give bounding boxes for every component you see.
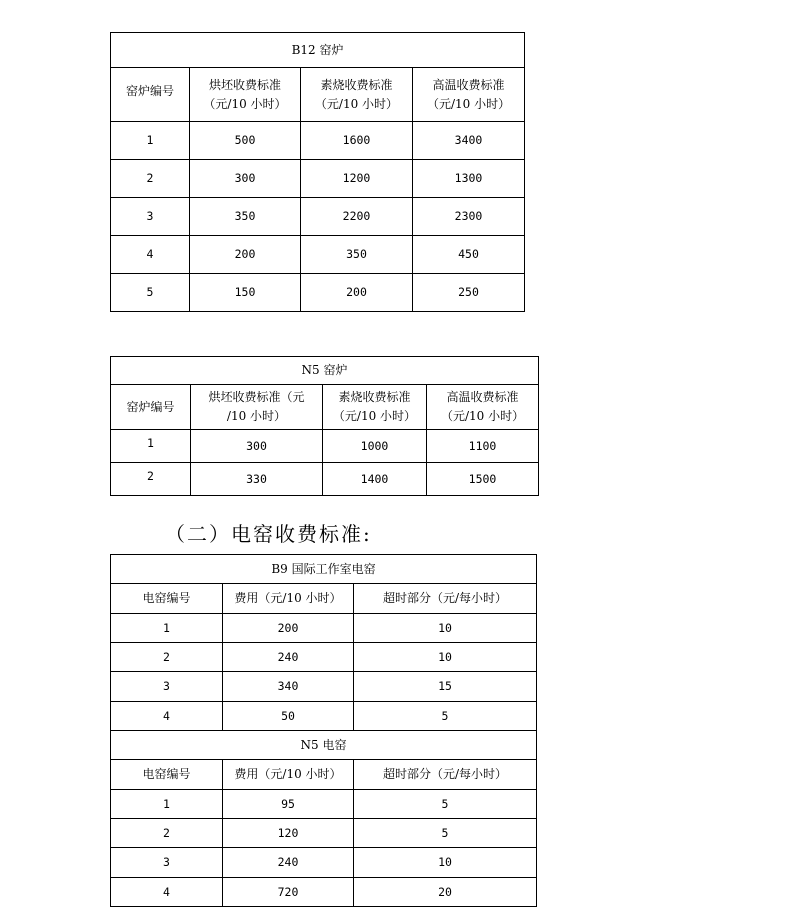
header-overtime-fee: 超时部分（元/每小时） [354, 760, 537, 790]
bisque-fire-fee-cell: 350 [301, 236, 413, 274]
overtime-fee-cell: 10 [354, 614, 537, 643]
fee-cell: 120 [223, 819, 354, 848]
b9-electric-kiln-title: B9 国际工作室电窑 [111, 555, 537, 584]
overtime-fee-cell: 20 [354, 878, 537, 907]
table-row [111, 160, 525, 198]
header-fee: 费用（元/10 小时） [223, 760, 354, 790]
n5-electric-kiln-title: N5 电窑 [111, 731, 537, 760]
table-row [111, 236, 525, 274]
bisque-fire-fee-cell: 200 [301, 274, 413, 312]
electric-kiln-id-cell: 4 [111, 878, 223, 907]
electric-kiln-id-cell: 1 [111, 614, 223, 643]
electric-kiln-id-cell: 1 [111, 790, 223, 819]
table-title: B12 窑炉 [111, 33, 525, 68]
bisque-dry-fee-cell: 500 [190, 122, 301, 160]
kiln-id-cell: 5 [111, 274, 190, 312]
section-heading: （二）电窑收费标准: [165, 522, 372, 546]
electric-kiln-id-cell: 3 [111, 848, 223, 878]
table-title: N5 窑炉 [111, 357, 539, 385]
electric-kiln-id-cell: 2 [111, 643, 223, 672]
header-high-temp-fee: 高温收费标准 （元/10 小时） [427, 385, 539, 430]
header-bisque-dry-fee: 烘坯收费标准（元 /10 小时） [191, 385, 323, 430]
overtime-fee-cell: 10 [354, 643, 537, 672]
electric-kiln-id-cell: 2 [111, 819, 223, 848]
fee-cell: 240 [223, 643, 354, 672]
bisque-dry-fee-cell: 200 [190, 236, 301, 274]
bisque-dry-fee-cell: 330 [191, 463, 323, 496]
header-kiln-id: 窑炉编号 [111, 68, 190, 122]
electric-kiln-id-cell: 3 [111, 672, 223, 702]
fee-cell: 50 [223, 702, 354, 731]
overtime-fee-cell: 15 [354, 672, 537, 702]
header-bisque-fire-fee: 素烧收费标准 （元/10 小时） [301, 68, 413, 122]
header-overtime-fee: 超时部分（元/每小时） [354, 584, 537, 614]
table-row [111, 430, 539, 463]
table-row [111, 614, 537, 643]
header-electric-kiln-id: 电窑编号 [111, 584, 223, 614]
fee-cell: 200 [223, 614, 354, 643]
bisque-fire-fee-cell: 1600 [301, 122, 413, 160]
fee-cell: 240 [223, 848, 354, 878]
table-row [111, 878, 537, 907]
header-bisque-dry-fee: 烘坯收费标准 （元/10 小时） [190, 68, 301, 122]
kiln-id-cell: 3 [111, 198, 190, 236]
table-row [111, 702, 537, 731]
table-row [111, 672, 537, 702]
high-temp-fee-cell: 250 [413, 274, 525, 312]
table-row [111, 790, 537, 819]
header-kiln-id: 窑炉编号 [111, 385, 191, 430]
bisque-dry-fee-cell: 350 [190, 198, 301, 236]
overtime-fee-cell: 5 [354, 819, 537, 848]
kiln-id-cell: 1 [111, 122, 190, 160]
fee-cell: 720 [223, 878, 354, 907]
fee-cell: 95 [223, 790, 354, 819]
b12-kiln-fee-table [110, 32, 525, 312]
high-temp-fee-cell: 3400 [413, 122, 525, 160]
bisque-fire-fee-cell: 2200 [301, 198, 413, 236]
table-row [111, 463, 539, 496]
bisque-fire-fee-cell: 1200 [301, 160, 413, 198]
overtime-fee-cell: 5 [354, 702, 537, 731]
high-temp-fee-cell: 1500 [427, 463, 539, 496]
table-row [111, 643, 537, 672]
overtime-fee-cell: 10 [354, 848, 537, 878]
high-temp-fee-cell: 2300 [413, 198, 525, 236]
kiln-id-cell: 2 [111, 160, 190, 198]
table-row [111, 274, 525, 312]
high-temp-fee-cell: 450 [413, 236, 525, 274]
table-row [111, 819, 537, 848]
table-row [111, 122, 525, 160]
bisque-dry-fee-cell: 150 [190, 274, 301, 312]
header-high-temp-fee: 高温收费标准 （元/10 小时） [413, 68, 525, 122]
electric-kiln-id-cell: 4 [111, 702, 223, 731]
bisque-fire-fee-cell: 1400 [323, 463, 427, 496]
bisque-fire-fee-cell: 1000 [323, 430, 427, 463]
fee-cell: 340 [223, 672, 354, 702]
table-row [111, 848, 537, 878]
bisque-dry-fee-cell: 300 [191, 430, 323, 463]
header-fee: 费用（元/10 小时） [223, 584, 354, 614]
bisque-dry-fee-cell: 300 [190, 160, 301, 198]
electric-kiln-fee-table [110, 554, 537, 907]
high-temp-fee-cell: 1100 [427, 430, 539, 463]
header-bisque-fire-fee: 素烧收费标准 （元/10 小时） [323, 385, 427, 430]
table-row [111, 198, 525, 236]
kiln-id-cell: 1 [111, 430, 191, 463]
kiln-id-cell: 2 [111, 463, 191, 496]
overtime-fee-cell: 5 [354, 790, 537, 819]
n5-kiln-fee-table [110, 356, 539, 496]
header-electric-kiln-id: 电窑编号 [111, 760, 223, 790]
high-temp-fee-cell: 1300 [413, 160, 525, 198]
kiln-id-cell: 4 [111, 236, 190, 274]
